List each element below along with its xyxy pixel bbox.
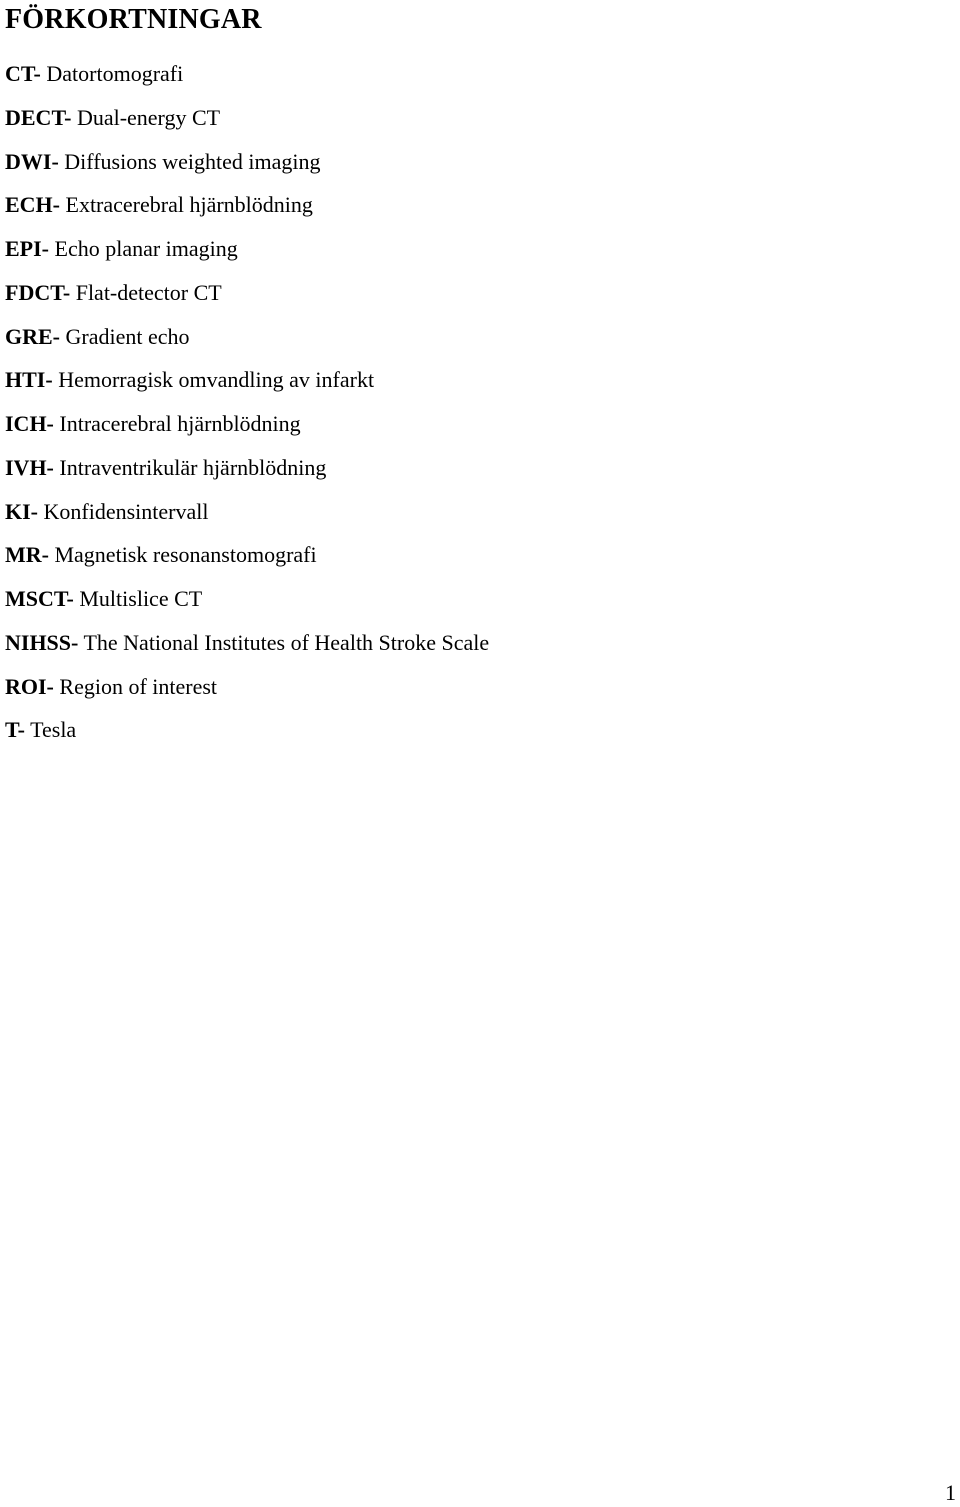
abbreviation-definition: Flat-detector CT — [70, 279, 222, 305]
abbreviation-definition: The National Institutes of Health Stroke Scale — [78, 629, 490, 655]
abbreviation-definition: Gradient echo — [60, 323, 190, 349]
abbreviation-item — [5, 498, 489, 542]
abbreviation-definition: Dual-energy CT — [71, 104, 221, 130]
abbreviation-item — [5, 323, 489, 367]
abbreviation-term: NIHSS- — [5, 629, 79, 655]
abbreviation-item — [5, 104, 489, 148]
page-title: FÖRKORTNINGAR — [5, 4, 262, 35]
abbreviation-definition: Diffusions weighted imaging — [58, 148, 321, 174]
abbreviation-item — [5, 279, 489, 323]
abbreviation-term: CT- — [5, 61, 41, 86]
abbreviation-definition: Hemorragisk omvandling av infarkt — [52, 367, 375, 393]
abbreviation-item — [5, 148, 489, 192]
abbreviation-item — [5, 191, 489, 235]
abbreviation-definition: Konfidensintervall — [38, 498, 209, 524]
abbreviation-term: HTI- — [5, 367, 53, 393]
abbreviation-definition: Datortomografi — [40, 61, 184, 86]
abbreviation-item — [5, 454, 489, 498]
abbreviation-list — [5, 60, 489, 760]
abbreviation-item — [5, 629, 489, 673]
abbreviation-definition: Multislice CT — [73, 586, 203, 611]
abbreviation-item — [5, 541, 489, 585]
abbreviation-term: MR- — [5, 542, 49, 568]
abbreviation-item — [5, 716, 489, 760]
abbreviation-term: GRE- — [5, 323, 60, 349]
abbreviation-term: EPI- — [5, 236, 49, 261]
abbreviation-item — [5, 60, 489, 104]
abbreviation-item — [5, 673, 489, 717]
abbreviation-item — [5, 235, 489, 279]
abbreviation-definition: Region of interest — [53, 673, 218, 699]
abbreviation-definition: Tesla — [24, 717, 77, 743]
abbreviation-term: KI- — [5, 498, 38, 524]
abbreviation-term: FDCT- — [5, 279, 71, 305]
abbreviation-definition: Magnetisk resonanstomografi — [48, 542, 317, 568]
abbreviation-term: DWI- — [5, 148, 59, 174]
abbreviation-term: IVH- — [5, 454, 54, 480]
abbreviation-term: ECH- — [5, 192, 60, 218]
abbreviation-definition: Echo planar imaging — [49, 236, 238, 261]
abbreviation-term: T- — [5, 717, 25, 743]
abbreviation-term: ROI- — [5, 673, 54, 699]
page-number: 1 — [945, 1480, 956, 1505]
abbreviation-item — [5, 585, 489, 629]
abbreviation-definition: Intraventrikulär hjärnblödning — [53, 454, 327, 480]
abbreviation-term: DECT- — [5, 104, 72, 130]
abbreviation-definition: Intracerebral hjärnblödning — [53, 411, 301, 436]
abbreviation-term: MSCT- — [5, 586, 74, 611]
abbreviation-item — [5, 366, 489, 410]
abbreviation-item — [5, 410, 489, 454]
abbreviation-definition: Extracerebral hjärnblödning — [60, 192, 313, 218]
abbreviation-term: ICH- — [5, 411, 54, 436]
